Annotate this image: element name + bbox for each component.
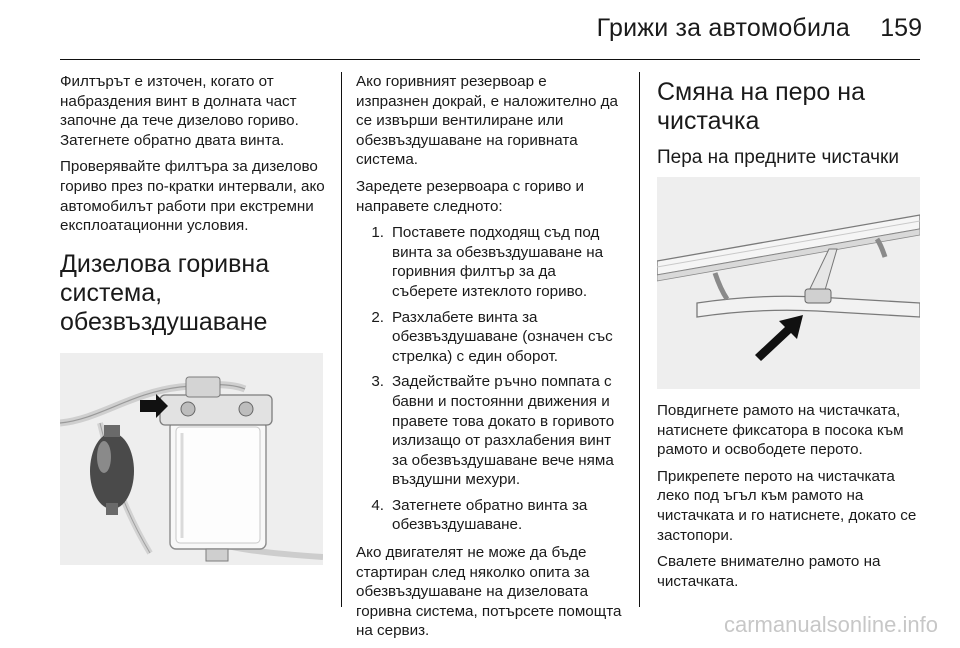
wiper-blade-illustration <box>657 177 920 389</box>
paragraph: Ако двигателят не може да бъде стартиран след няколко опита за обезвъздушаване на дизеловата горивна система, потърсете помощта на сервиз. <box>356 544 622 640</box>
column-1 <box>60 72 326 565</box>
section-heading: Смяна на перо на чистачка <box>657 78 865 135</box>
subsection-heading: Пера на предните чистачки <box>657 147 899 168</box>
page-number: 159 <box>880 14 922 42</box>
paragraph: Заредете резервоара с гориво и направете следното: <box>356 177 585 215</box>
list-item: 2. Разхлабете винта за обезвъздушаване (означен със стрелка) с един оборот. <box>371 308 613 365</box>
watermark: carmanualsonline.info <box>723 612 938 637</box>
page-header-title: Грижи за автомобила <box>596 14 850 42</box>
fuel-filter-illustration <box>60 353 323 565</box>
paragraph: Проверявайте филтъра за дизелово гориво през по-кратки интервали, ако автомобилът работи при екстремни експлоатационни условия. <box>60 158 325 235</box>
paragraph: Свалете внимателно рамото на чистачката. <box>657 553 881 590</box>
paragraph: Ако горивният резервоар е изпразнен докрай, е наложително да се извърши вентилиране или обезвъздушаване на горивната система. <box>356 73 618 169</box>
steps-list <box>356 223 622 535</box>
hand-pump-bulb <box>90 433 134 509</box>
list-item: 3. Задействайте ръчно помпата с бавни и постоянни движения и правете това докато в горивото излизащо от разхлабения винт за обезвъздушаване вече няма въздушни мехури. <box>371 373 615 489</box>
paragraph: Повдигнете рамото на чистачката, натиснете фиксатора в посока към рамото и освободете перото. <box>657 402 904 459</box>
list-item: 4. Затегнете обратно винта за обезвъздушаване. <box>371 496 588 534</box>
paragraph: Филтърът е източен, когато от набраздения винт в долната част започне да тече дизелово гориво. Затегнете обратно двата винта. <box>60 73 299 149</box>
figure-background <box>657 177 920 389</box>
filter-head <box>160 395 272 425</box>
header-rule <box>60 59 920 60</box>
section-heading: Дизелова горивна система, обезвъздушаване <box>60 249 270 336</box>
column-divider-1 <box>341 72 342 607</box>
column-3 <box>657 72 923 598</box>
list-item: 1. Поставете подходящ съд под винта за обезвъздушаване на горивния филтър за да съберете изтеклото гориво. <box>371 224 604 300</box>
column-divider-2 <box>639 72 640 607</box>
column-2 <box>356 72 622 648</box>
paragraph: Прикрепете перото на чистачката леко под ъгъл към рамото на чистачката и го натиснете, докато се застопори. <box>657 467 917 544</box>
